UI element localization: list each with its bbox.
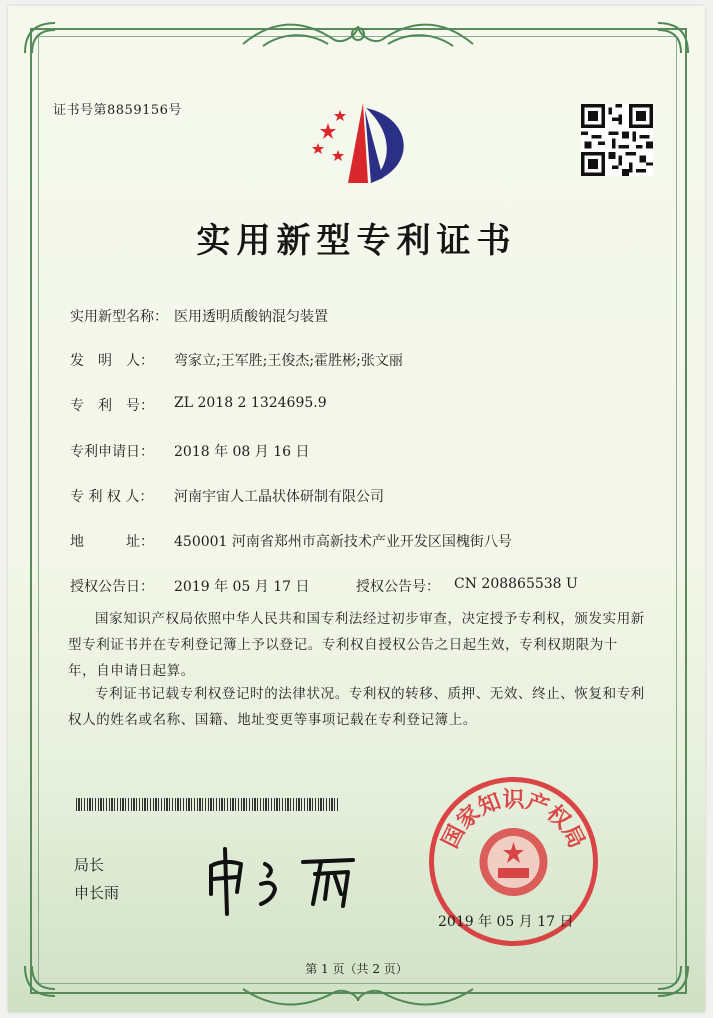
top-ornament xyxy=(233,14,483,54)
field-label-patentee: 专 利 权 人： xyxy=(70,489,154,505)
certificate-number: 证书号第8859156号 xyxy=(53,103,182,118)
director-title: 局长 xyxy=(74,856,105,874)
corner-ornament-tl xyxy=(20,18,60,58)
director-name: 申长雨 xyxy=(74,884,120,902)
bottom-ornament xyxy=(233,981,483,1011)
field-label-application-date: 专利申请日： xyxy=(70,444,154,460)
field-label-utility-model-name: 实用新型名称： xyxy=(70,309,168,325)
field-label-patent-number: 专 利 号： xyxy=(70,398,154,414)
field-label-address: 地 址： xyxy=(70,534,154,550)
certificate-sheet xyxy=(8,6,705,1012)
field-value-utility-model-name: 医用透明质酸钠混匀装置 xyxy=(174,309,328,325)
corner-ornament-tr xyxy=(653,18,693,58)
director-signature xyxy=(203,844,373,919)
field-value-patent-number: ZL 2018 2 1324695.9 xyxy=(174,395,327,411)
field-value-grant-date: 2019 年 05 月 17 日 xyxy=(174,579,310,595)
certificate-title: 实用新型专利证书 xyxy=(196,221,517,261)
page-number: 第 1 页（共 2 页） xyxy=(305,962,408,976)
seal-date: 2019 年 05 月 17 日 xyxy=(438,914,574,930)
field-label-inventors: 发 明 人： xyxy=(70,353,154,369)
field-value-grant-number: CN 208865538 U xyxy=(454,576,578,592)
field-value-patentee: 河南宇宙人工晶状体研制有限公司 xyxy=(174,489,384,505)
field-label-grant-date: 授权公告日： xyxy=(70,579,154,595)
barcode-icon xyxy=(76,798,338,811)
field-value-address: 450001 河南省郑州市高新技术产业开发区国槐街八号 xyxy=(174,534,512,550)
field-label-grant-number: 授权公告号： xyxy=(356,579,440,595)
qr-code-icon xyxy=(581,104,653,176)
certificate-paragraph-2: 专利证书记载专利权登记时的法律状况。专利权的转移、质押、无效、终止、恢复和专利权人的姓名或名称、国籍、地址变更等事项记载在专利登记簿上。 xyxy=(68,686,645,728)
cnipa-logo-icon xyxy=(308,98,423,188)
certificate-paragraph-1: 国家知识产权局依照中华人民共和国专利法经过初步审查，决定授予专利权，颁发实用新型专利证书并在专利登记簿上予以登记。专利权自授权公告之日起生效，专利权期限为十年，自申请日起算。 xyxy=(68,611,645,679)
field-value-inventors: 弯家立;王军胜;王俊杰;霍胜彬;张文丽 xyxy=(174,353,403,369)
field-value-application-date: 2018 年 08 月 16 日 xyxy=(174,444,310,460)
seal-text: 国家知识产权局 xyxy=(437,786,590,853)
